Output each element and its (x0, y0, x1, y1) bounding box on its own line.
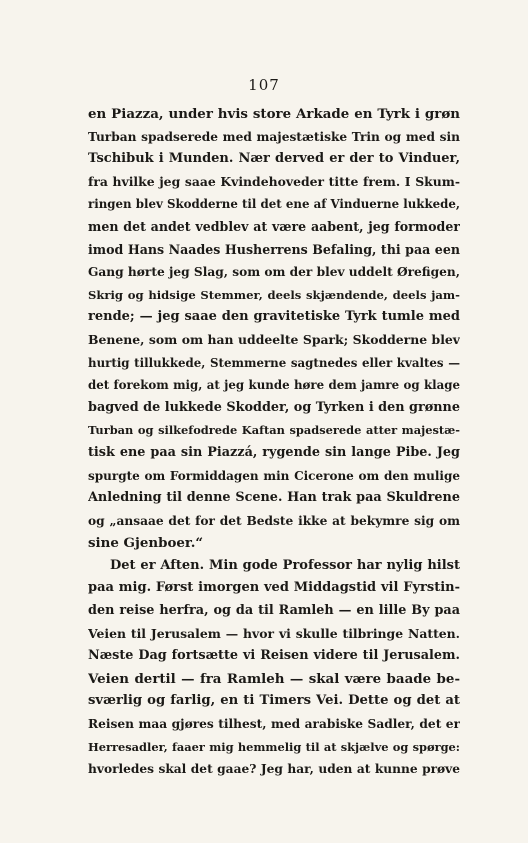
text-line: hurtig tillukkede, Stemmerne sagtnedes eller kvaltes — (88, 355, 460, 370)
paragraph-1 (88, 103, 460, 555)
text-line: paa mig. Først imorgen ved Middagstid vil Fyrstin- (88, 580, 460, 596)
text-line: fra hvilke jeg saae Kvindehoveder titte frem. I Skum- (88, 173, 460, 189)
text-line: Skrig og hidsige Stemmer, deels skjændende, deels jam- (88, 287, 460, 302)
text-line: sine Gjenboer.“ (88, 535, 204, 552)
text-line: Benene, som om han uddeelte Spark; Skodderne blev (88, 331, 460, 347)
text-line: sværlig og farlig, en ti Timers Vei. Dette og det at (88, 693, 460, 709)
text-line: tisk ene paa sin Piazzá, rygende sin lange Pibe. Jeg (88, 444, 460, 460)
page-number: 107 (248, 76, 280, 94)
text-line: den reise herfra, og da til Ramleh — en lille By paa (88, 603, 460, 619)
text-line: en Piazza, under hvis store Arkade en Tyrk i grøn (88, 106, 460, 122)
text-line: Turban og silkefodrede Kaftan spadserede atter majestæ- (88, 423, 460, 438)
text-line: Gang hørte jeg Slag, som om der blev uddelt Ørefigen, (88, 265, 460, 280)
text-line: Det er Aften. Min gode Professor har nylig hilst (110, 557, 460, 573)
text-line: men det andet vedblev at være aabent, jeg formoder (88, 218, 460, 234)
text-line: Næste Dag fortsætte vi Reisen videre til Jerusalem. (88, 648, 460, 664)
text-line: Anledning til denne Scene. Han trak paa Skuldrene (88, 490, 460, 506)
text-line: Herresadler, faaer mig hemmelig til at skjælve og spørge: (88, 739, 460, 754)
paragraph-2 (88, 555, 460, 781)
text-line: og „ansaae det for det Bedste ikke at bekymre sig om (88, 513, 460, 528)
body-text (88, 103, 460, 781)
text-line: hvorledes skal det gaae? Jeg har, uden at kunne prøve (88, 762, 460, 777)
text-line: Veien dertil — fra Ramleh — skal være baade be- (88, 670, 460, 687)
text-line: Veien til Jerusalem — hvor vi skulle tilbringe Natten. (88, 625, 460, 641)
text-line: imod Hans Naades Husherrens Befaling, thi paa een (88, 241, 460, 257)
text-line: Reisen maa gjøres tilhest, med arabiske Sadler, det er (88, 717, 460, 732)
text-line: Turban spadserede med majestætiske Trin og med sin (88, 129, 460, 144)
text-line: rende; — jeg saae den gravitetiske Tyrk tumle med (88, 309, 460, 325)
text-line: spurgte om Formiddagen min Cicerone om den mulige (88, 468, 460, 483)
text-line: det forekom mig, at jeg kunde høre dem jamre og klage (88, 378, 460, 393)
text-line: Tschibuk i Munden. Nær derved er der to Vinduer, (88, 151, 460, 167)
text-line: ringen blev Skodderne til det ene af Vinduerne lukkede, (88, 197, 460, 212)
text-line: bagved de lukkede Skodder, og Tyrken i den grønne (88, 399, 460, 415)
